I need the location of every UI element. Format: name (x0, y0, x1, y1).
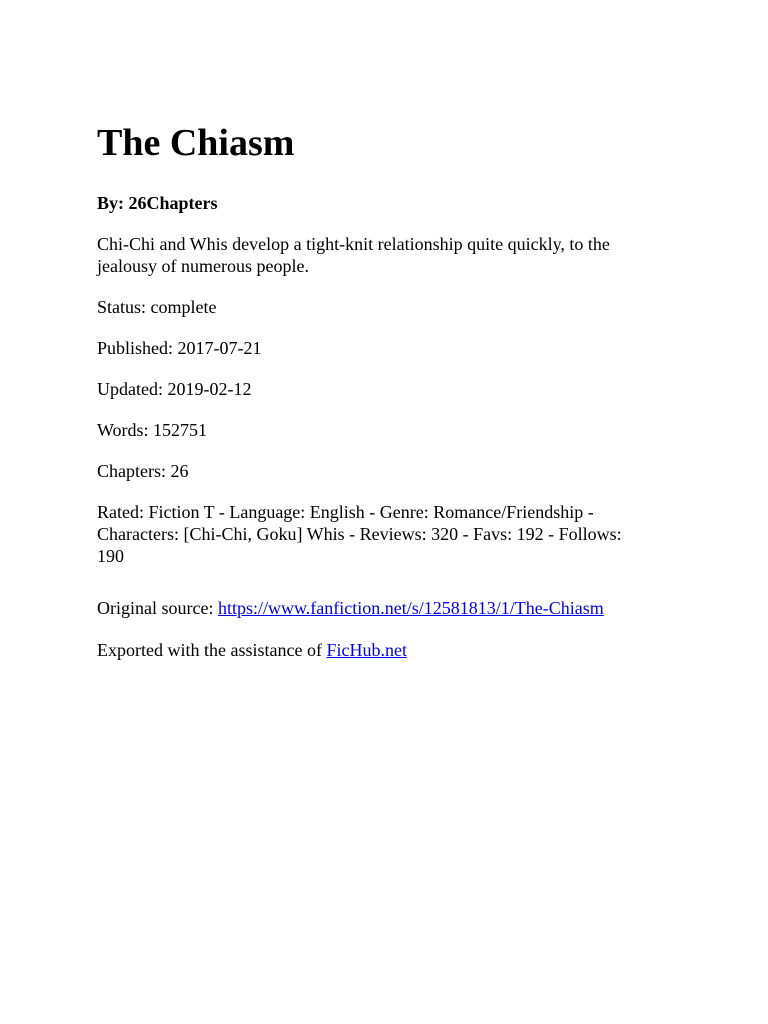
source-paragraph (97, 587, 627, 671)
updated-line: Updated: 2019-02-12 (97, 379, 252, 399)
chapters-line: Chapters: 26 (97, 461, 189, 481)
status-line: Status: complete (97, 297, 217, 317)
story-summary: Chi-Chi and Whis develop a tight-knit relationship quite quickly, to the jealousy of numerous people. (97, 234, 610, 276)
source-label: Original source: (97, 598, 218, 618)
words-line: Words: 152751 (97, 420, 208, 440)
story-meta: Rated: Fiction T - Language: English - Genre: Romance/Friendship - Characters: [Chi-Chi, Goku] Whis - Reviews: 320 - Favs: 192 - Follows: 190 (97, 502, 622, 566)
source-link[interactable]: https://www.fanfiction.net/s/12581813/1/The-Chiasm (217, 598, 604, 618)
document-content (97, 120, 627, 671)
export-text: Exported with the assistance of (97, 640, 327, 660)
published-line: Published: 2017-07-21 (97, 338, 262, 358)
author-line: By: 26Chapters (97, 193, 218, 213)
fichub-link[interactable]: FicHub.net (326, 640, 407, 660)
story-title: The Chiasm (97, 122, 295, 164)
